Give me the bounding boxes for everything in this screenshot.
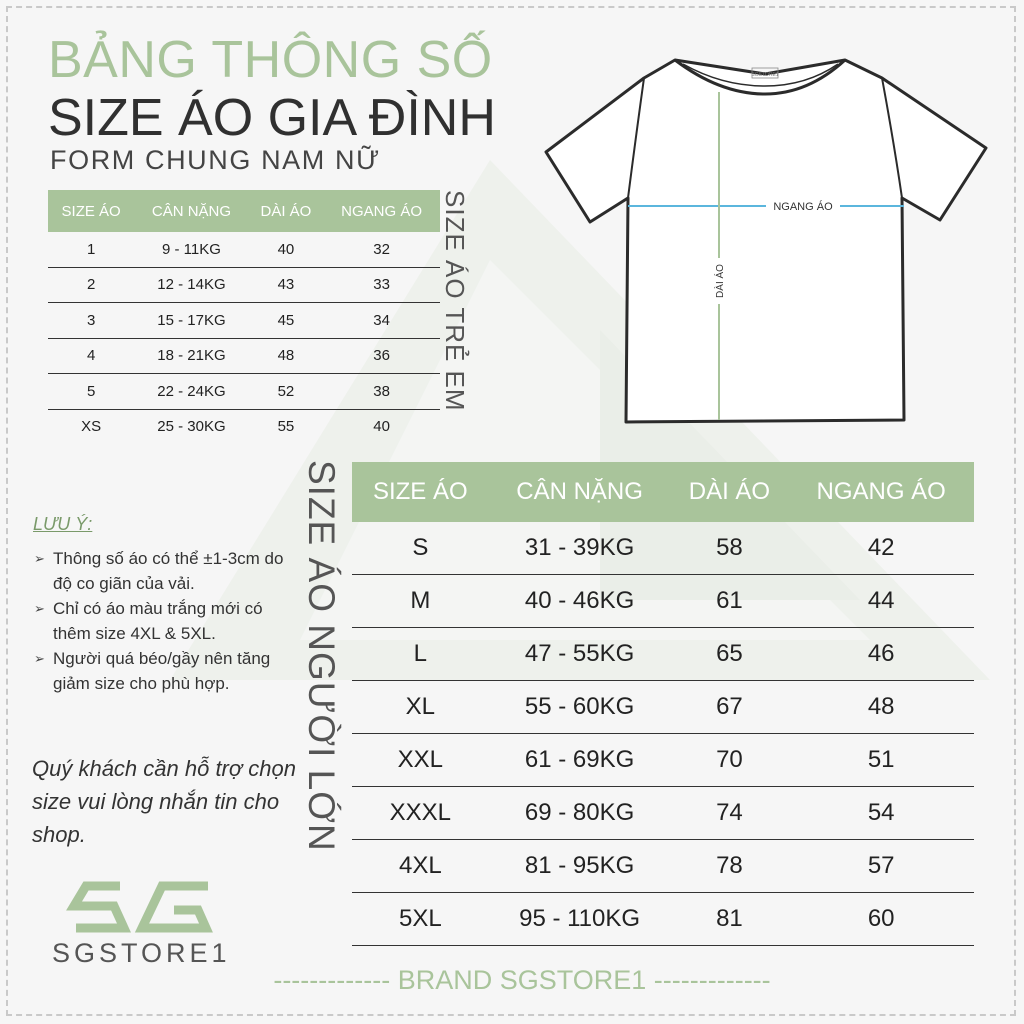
collar-tag <box>751 68 778 78</box>
cell-width: 44 <box>788 575 974 628</box>
cell-size: 4XL <box>352 840 489 893</box>
cell-weight: 15 - 17KG <box>134 303 248 339</box>
table-row <box>48 409 440 444</box>
cell-weight: 55 - 60KG <box>489 681 671 734</box>
cell-weight: 61 - 69KG <box>489 734 671 787</box>
logo-text: SGSTORE1 <box>52 938 231 968</box>
title-line-2: SIZE ÁO GIA ĐÌNH <box>48 89 496 147</box>
cell-width: 40 <box>373 418 390 436</box>
cell-width: 32 <box>323 232 440 267</box>
contact-message: Quý khách cần hỗ trợ chọn size vui lòng nhắn tin cho shop. <box>32 756 296 847</box>
table-row <box>352 734 974 787</box>
list-item <box>34 546 284 596</box>
table-row <box>48 374 440 410</box>
tshirt-diagram <box>540 48 992 432</box>
list-item <box>34 596 284 646</box>
cell-size: 5XL <box>352 893 489 946</box>
adult-header-width: NGANG ÁO <box>788 462 974 522</box>
kids-side-label <box>440 190 470 460</box>
cell-weight: 40 - 46KG <box>489 575 671 628</box>
collar-tag-text: SGSTORE1 <box>751 72 779 78</box>
cell-length: 74 <box>671 787 789 840</box>
kids-header-width: NGANG ÁO <box>323 190 440 232</box>
cell-length: 78 <box>671 840 789 893</box>
cell-width: 57 <box>788 840 974 893</box>
cell-length: 40 <box>249 232 324 267</box>
adult-side-label <box>300 460 342 940</box>
note-text: Thông số áo có thể ±1-3cm do độ co giãn của vải. <box>53 549 284 593</box>
cell-width: 33 <box>323 267 440 303</box>
cell-weight: 47 - 55KG <box>489 628 671 681</box>
cell-length: 52 <box>249 374 324 410</box>
arrow-icon: ➢ <box>34 601 45 616</box>
arrow-icon: ➢ <box>34 551 45 566</box>
adult-table-header <box>352 462 974 522</box>
cell-size: M <box>352 575 489 628</box>
cell-size: XXL <box>352 734 489 787</box>
cell-length: 55 <box>277 418 295 436</box>
cell-length: 58 <box>671 522 789 575</box>
note-text: Người quá béo/gầy nên tăng giảm size cho phù hợp. <box>53 649 271 693</box>
tshirt-outline <box>546 60 986 422</box>
kids-header-weight: CÂN NẶNG <box>134 190 248 232</box>
cell-size: XS <box>81 418 102 436</box>
cell-size: XXXL <box>352 787 489 840</box>
title-line-3: FORM CHUNG NAM NỮ <box>50 145 381 175</box>
table-row <box>48 232 440 267</box>
cell-size: XL <box>352 681 489 734</box>
cell-weight: 9 - 11KG <box>134 232 248 267</box>
table-row <box>352 840 974 893</box>
cell-weight: 69 - 80KG <box>489 787 671 840</box>
title-line-1: BẢNG THÔNG SỐ <box>48 31 493 89</box>
cell-width: 46 <box>788 628 974 681</box>
cell-length: 67 <box>671 681 789 734</box>
length-label: DÀI ÁO <box>715 264 726 298</box>
cell-width: 51 <box>788 734 974 787</box>
cell-weight: 95 - 110KG <box>489 893 671 946</box>
cell-length: 61 <box>671 575 789 628</box>
cell-length: 70 <box>671 734 789 787</box>
cell-length: 65 <box>671 628 789 681</box>
cell-width: 42 <box>788 522 974 575</box>
footer-brand: ------------- BRAND SGSTORE1 ------------- <box>273 965 771 995</box>
cell-size: 1 <box>48 232 134 267</box>
kids-side-label-text: SIZE ÁO TRẺ EM <box>440 190 470 412</box>
notes-list <box>34 546 284 696</box>
kids-header-size: SIZE ÁO <box>48 190 134 232</box>
cell-width: 34 <box>323 303 440 339</box>
cell-length: 81 <box>671 893 789 946</box>
table-row <box>352 681 974 734</box>
cell-length: 43 <box>249 267 324 303</box>
cell-size: 4 <box>48 338 134 374</box>
cell-size: 2 <box>48 267 134 303</box>
cell-weight: 12 - 14KG <box>134 267 248 303</box>
cell-size: S <box>352 522 489 575</box>
table-row <box>352 787 974 840</box>
cell-length: 45 <box>249 303 324 339</box>
cell-length: 48 <box>249 338 324 374</box>
cell-size: L <box>352 628 489 681</box>
cell-size: 5 <box>48 374 134 410</box>
arrow-icon: ➢ <box>34 651 45 666</box>
table-row <box>352 893 974 946</box>
kids-table-header <box>48 190 440 232</box>
table-row <box>352 575 974 628</box>
kids-header-length: DÀI ÁO <box>249 190 324 232</box>
note-text: Chỉ có áo màu trắng mới có thêm size 4XL & 5XL. <box>53 599 263 643</box>
notes-title: LƯU Ý: <box>33 514 93 534</box>
table-row <box>48 267 440 303</box>
cell-width: 48 <box>788 681 974 734</box>
cell-weight: 22 - 24KG <box>134 374 248 410</box>
table-row <box>48 338 440 374</box>
adult-side-label-text: SIZE ÁO NGƯỜI LỚN <box>301 460 342 852</box>
cell-width: 60 <box>788 893 974 946</box>
adult-size-table <box>352 462 974 946</box>
table-row <box>48 303 440 339</box>
kids-size-table <box>48 190 440 444</box>
table-row <box>352 628 974 681</box>
cell-width: 54 <box>788 787 974 840</box>
adult-header-weight: CÂN NẶNG <box>489 462 671 522</box>
cell-width: 36 <box>323 338 440 374</box>
adult-header-size: SIZE ÁO <box>352 462 489 522</box>
adult-header-length: DÀI ÁO <box>671 462 789 522</box>
list-item <box>34 646 284 696</box>
cell-weight: 81 - 95KG <box>489 840 671 893</box>
width-label: NGANG ÁO <box>773 201 833 213</box>
cell-weight: 25 - 30KG <box>157 418 226 436</box>
cell-width: 38 <box>323 374 440 410</box>
cell-size: 3 <box>48 303 134 339</box>
cell-weight: 31 - 39KG <box>489 522 671 575</box>
cell-weight: 18 - 21KG <box>134 338 248 374</box>
table-row <box>352 522 974 575</box>
